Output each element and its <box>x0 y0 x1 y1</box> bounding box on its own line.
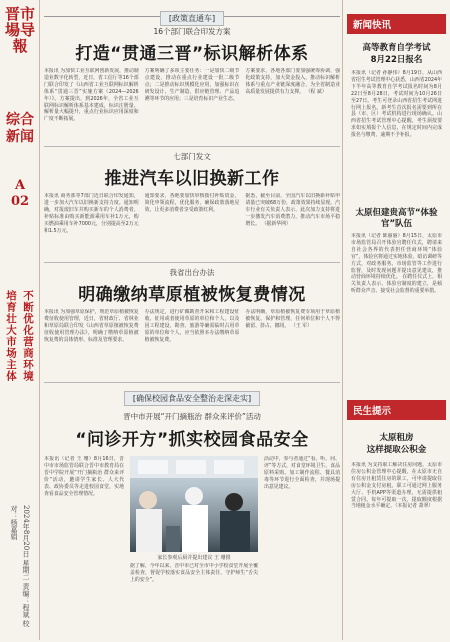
slogan <box>2 290 38 382</box>
article-text: 本报讯（记者 王 珊）8月16日，晋中市市场监管局联合晋中市教育局在晋中学院开展“开门摘瓶治 群众来评价”活动，邀请学生家长、人大代表、政协委员等走进校园食堂，实地查看食品安全管理情况。 <box>44 456 124 497</box>
article-text: 通知要求，各地要加快审核拨付补贴资金，简化申领流程，优化服务，确保政策落地见效，让更多消费者享受政策红利。 <box>144 193 240 213</box>
experience-officer-text: 本报讯（记者 陈丽丽）8月15日，太原市市场监管局召开体验官聘任仪式，聘请来自社会各界的代表担任营商环境“体验官”。体验官将通过实地体验、暗访调研等方式，对政务服务、市场监管等工作进行监督，及时发现问题并提出意见建议，推动营商环境持续优化。 在聘任仪式上，相关负责人表示，体验官制度的建立，是倾听群众声音、接受社会监督的重要举措。 <box>351 233 442 295</box>
article-subhead: 晋中市开展“开门摘瓶治 群众来评价”活动 <box>123 412 261 421</box>
article-headline: “问诊开方”抓实校园食品安全 <box>75 430 309 450</box>
divider <box>44 146 340 147</box>
section-tag: [确保校园食品安全整治走深走实] <box>124 391 260 406</box>
article-text: 本报讯 商务部等7部门近日联合印发通知，进一步加大汽车以旧换新支持力度。通知明确，对报废旧车并购买新车的个人消费者，补贴标准由购买新能源乘用车补1万元，购买燃油乘用车补7000元，分别提高至2万元和1.5万元。 <box>44 193 139 234</box>
article-text: 本报讯 为加强草原保护，规范草原植被恢复费征收使用管理，近日，省财政厅、省林业和草原局联合印发《山西省草原植被恢复费征收使用管理办法》，明确了缴纳草原植被恢复费的具体情形、标准及管理要求。 <box>44 309 139 343</box>
article-car-tradein <box>44 151 340 263</box>
news-photo <box>130 456 258 552</box>
article-text: 办法明确，草原植被恢复费专项用于草原植被恢复、保护和管理，任何单位和个人不得截留、挤占、挪用。 （王 军） <box>245 309 340 329</box>
brief-news-text: 本报讯（记者 孙静伟）8月19日，从山西省招生考试管理中心获悉，山西省2024年下半年高等教育自学考试报名时间为8月22日至8月28日，考试时间为10月26日至27日。考生可登录山西省招生考试网进行网上报名。新考生首次报名需要到所在县（市、区）考试机构进行现场确认。山西省招生考试管理中心提醒，考生须按要求如实填报个人信息，在规定时间内完成报名与缴费，逾期不予补报。 <box>351 70 442 139</box>
divider <box>44 382 340 383</box>
article-grassland <box>44 267 340 379</box>
article-text: 方案要求，各地各部门要加强统筹协调，强化政策支持，加大资金投入，推动标识解析体系与重点产业链深度融合，为全省制造业高质量发展提供有力支撑。 （程 斌） <box>245 68 340 95</box>
article-text: 办法规定，进行矿藏勘查开采和工程建设征收、征用或者使用草原的单位和个人，以及因工程建设、勘查、旅游等确需临时占用草原的单位和个人，应当依照本办法缴纳草原植被恢复费。 <box>144 309 240 343</box>
brief-news <box>347 14 446 188</box>
main-column <box>44 0 340 640</box>
page-number: A 02 <box>10 178 30 209</box>
article-identifier <box>44 26 340 146</box>
article-headline: 打造“贯通三晋”标识解析体系 <box>75 44 309 64</box>
article-subhead: 16个部门联合印发方案 <box>153 27 231 36</box>
column-tag: [政策直通车] <box>160 11 224 26</box>
slogan-line-2: 培育壮大市场主体 <box>5 290 17 382</box>
photo-caption: 家长参观后厨并提出建议 王 珊摄 <box>157 555 231 561</box>
tips-title: 太原租房 这样提取公积金 <box>366 433 427 455</box>
article-headline: 推进汽车以旧换新工作 <box>104 169 280 189</box>
article-text: 本报讯 为加快工业互联网创新发展，推动制造业数字化转型，近日，省工信厅等16个部门联合印发了《山西省工业互联网标识解析体系“贯通三晋”实施方案（2024—2026年）》。方案提出，到2026年，全省工业互联网标识解析体系基本建成，标识注册量、解析量大幅提升，重点行业标识应用深度和广度不断拓展。 <box>44 68 139 123</box>
photo-scene <box>130 456 258 552</box>
section-name: 综合新闻 <box>6 112 34 145</box>
article-text: 方案明确了多项主要任务：一是加快二级节点建设，推动在重点行业建设一批二级节点；二是推动标识规模化应用，加强标识在研发设计、生产制造、供应链管理、产品追溯等环节的应用；三是培育标识产业生态。 <box>144 68 240 102</box>
tips-header: 民生提示 <box>347 400 446 420</box>
sidebar <box>342 0 448 640</box>
slogan-line-1: 不断优化营商环境 <box>22 290 34 382</box>
tips-text: 本报讯 为支持职工解决住房问题，太原市住房公积金管理中心提醒，在太原市无自有住房且租赁住房的职工，可申请提取住房公积金支付房租。职工可通过网上服务大厅、手机APP等渠道办理，无需提供租赁合同。每年可提取一次，提取额度根据当地租金水平确定。（本报记者 萧翠） <box>351 462 442 510</box>
brief-news-title: 高等教育自学考试 8月22日报名 <box>362 43 431 65</box>
article-text: 活动中，参与者通过“看、听、问、评”等方式，对食堂环境卫生、食品原料采购、加工制作流程、餐具消毒等环节进行全面检查，并现场提出意见建议。 <box>264 456 340 490</box>
masthead <box>0 0 40 640</box>
newspaper-logo: 晋市場导報 <box>4 5 35 55</box>
article-subhead: 我省出台办法 <box>169 268 215 277</box>
article-headline: 明确缴纳草原植被恢复费情况 <box>78 285 306 305</box>
article-text: 据了解，今年以来，晋中市已对全市中小学校食堂开展全覆盖检查，督促学校落实食品安全主体责任，守护师生“舌尖上的安全”。 <box>130 563 258 583</box>
article-text: 据悉，截至目前，全国汽车以旧换新补贴申请量已突破68万份，政策效果持续显现。汽车行业有关负责人表示，此次加力支持将进一步激发汽车消费潜力，推动汽车市场平稳增长。 （据新华网） <box>245 193 340 227</box>
article-subhead: 七部门发文 <box>173 152 211 161</box>
issue-date: 2024年8月20日 星期二 责编：程斌 校对：杨嘉娟 <box>10 505 30 627</box>
column-tag-bar <box>44 6 340 26</box>
tips-box <box>347 400 446 642</box>
experience-officer-title: 太原但建贵高节“体验官”队伍 <box>355 208 438 229</box>
brief-news-header: 新闻快讯 <box>347 14 446 34</box>
divider <box>44 262 340 263</box>
article-school-food <box>44 386 340 641</box>
experience-officer <box>347 208 446 373</box>
